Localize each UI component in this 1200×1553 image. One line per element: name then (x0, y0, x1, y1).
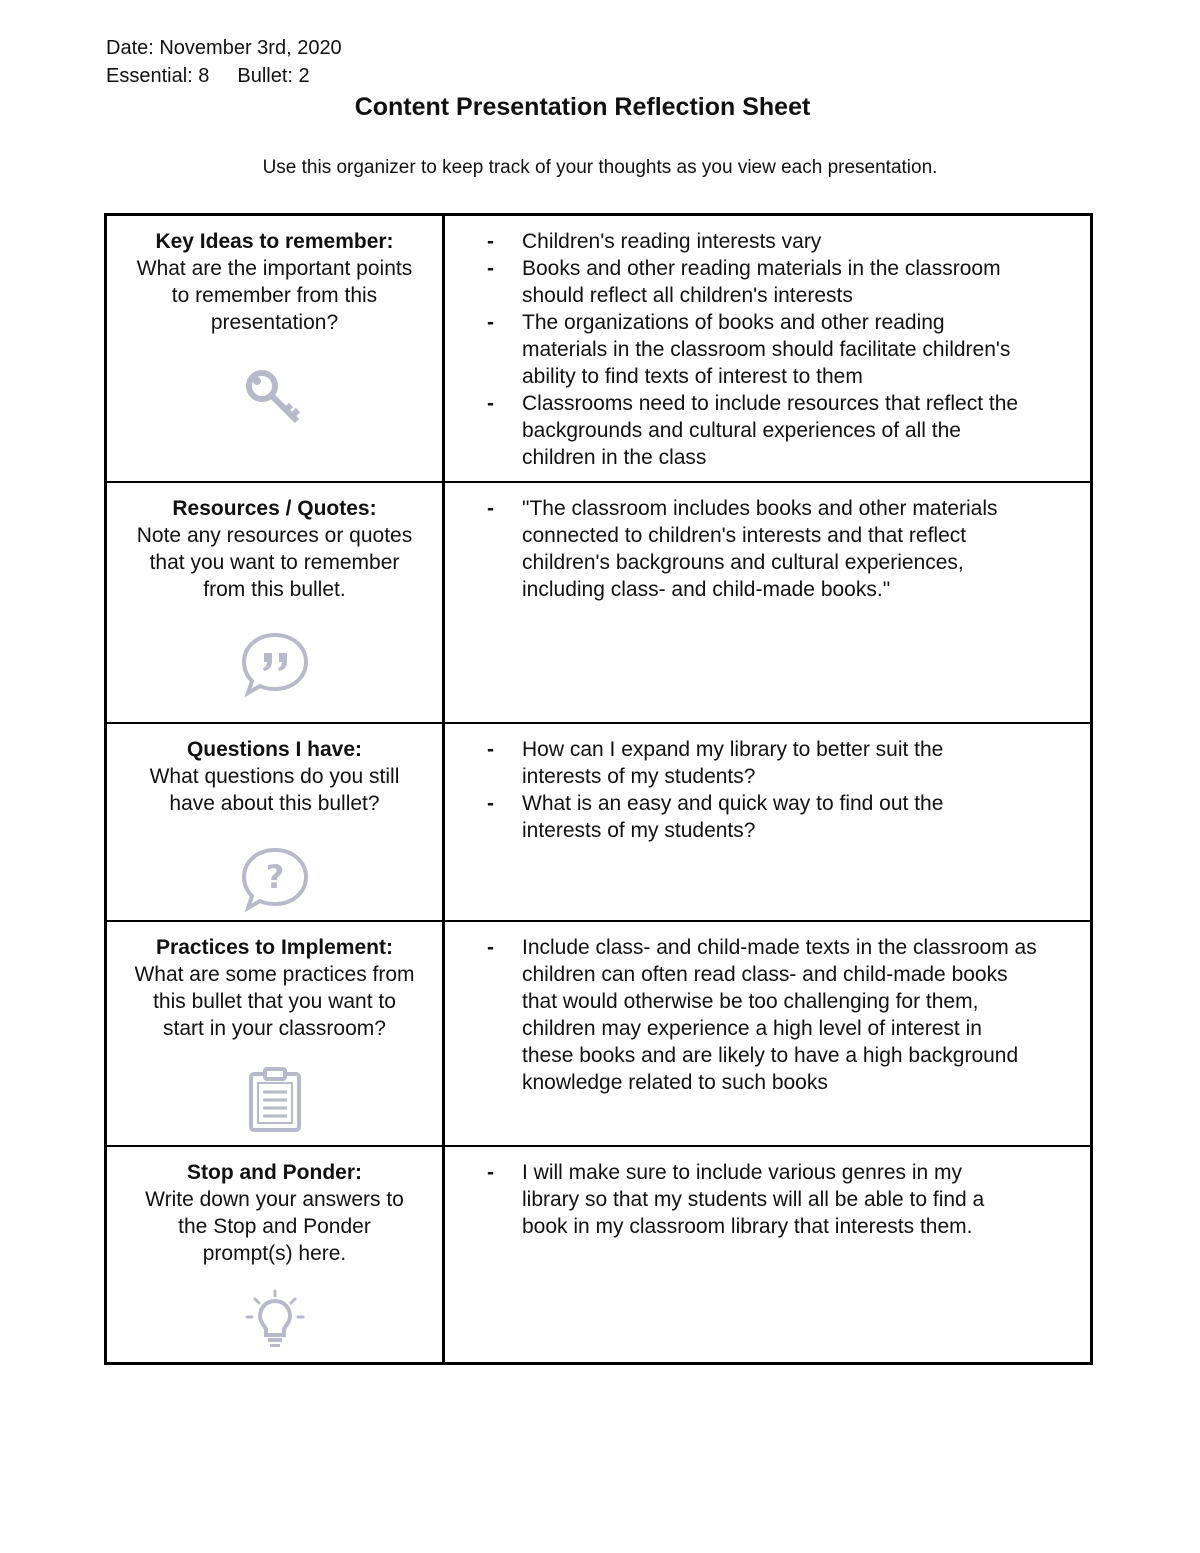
essential-bullet-line (106, 64, 310, 88)
clipboard-icon (245, 1066, 305, 1137)
key-ideas-heading: Key Ideas to remember: (155, 230, 394, 253)
resources-label-cell (107, 483, 445, 722)
list-item: - The organizations of books and other reading materials in the classroom should facilitate children's ability to find texts of interest to them (445, 309, 1090, 390)
list-item: - Children's reading interests vary (445, 228, 1090, 255)
ponder-prompt: Write down your answers to the Stop and Ponder prompt(s) here. (145, 1188, 404, 1265)
ponder-list (445, 1159, 1090, 1240)
list-item: - "The classroom includes books and other materials connected to children's interests and that reflect children's backgrouns and cultural experiences, including class- and child-made books." (445, 495, 1090, 603)
resources-heading: Resources / Quotes: (172, 497, 377, 520)
practices-heading: Practices to Implement: (156, 936, 393, 959)
table-row-resources (107, 481, 1090, 722)
page-title: Content Presentation Reflection Sheet (354, 93, 811, 121)
practices-label-cell (107, 922, 445, 1145)
reflection-table (104, 213, 1093, 1365)
practices-list (445, 934, 1090, 1096)
essential-label: Essential: 8 (106, 65, 210, 87)
practices-prompt: What are some practices from this bullet that you want to start in your classroom? (134, 963, 415, 1040)
table-row-practices (107, 920, 1090, 1145)
questions-content-cell (445, 724, 1090, 920)
quote-bubble-icon (240, 631, 310, 702)
key-icon (242, 366, 308, 437)
ponder-content-cell (445, 1147, 1090, 1362)
page-subtitle: Use this organizer to keep track of your thoughts as you view each presentation. (262, 157, 938, 178)
question-bubble-icon (240, 846, 310, 917)
ponder-heading: Stop and Ponder: (187, 1161, 362, 1184)
resources-list (445, 495, 1090, 603)
table-row-questions (107, 722, 1090, 920)
svg-text:?: ? (265, 858, 284, 896)
practices-content-cell (445, 922, 1090, 1145)
key-ideas-list (445, 228, 1090, 471)
questions-label-cell (107, 724, 445, 920)
list-item: - What is an easy and quick way to find out the interests of my students? (445, 790, 1090, 844)
list-item: - How can I expand my library to better suit the interests of my students? (445, 736, 1090, 790)
bullet-label: Bullet: 2 (237, 65, 310, 87)
questions-heading: Questions I have: (186, 738, 363, 761)
key-ideas-content-cell (445, 216, 1090, 481)
list-item: - Classrooms need to include resources that reflect the backgrounds and cultural experiences of all the children in the class (445, 390, 1090, 471)
list-item: - Books and other reading materials in the classroom should reflect all children's interests (445, 255, 1090, 309)
lightbulb-icon (242, 1289, 308, 1354)
table-row-stop-and-ponder (107, 1145, 1090, 1362)
list-item: - Include class- and child-made texts in the classroom as children can often read class- and child-made books that would otherwise be too challenging for them, children may experience a high level of interest in these books and are likely to have a high background knowledge related to such books (445, 934, 1090, 1096)
date-line: Date: November 3rd, 2020 (106, 37, 342, 59)
key-ideas-prompt: What are the important points to remember from this presentation? (136, 257, 413, 334)
questions-list (445, 736, 1090, 844)
questions-prompt: What questions do you still have about this bullet? (149, 765, 400, 815)
ponder-label-cell (107, 1147, 445, 1362)
resources-content-cell (445, 483, 1090, 722)
table-row-key-ideas (107, 216, 1090, 481)
key-ideas-label-cell (107, 216, 445, 481)
list-item: - I will make sure to include various genres in my library so that my students will all be able to find a book in my classroom library that interests them. (445, 1159, 1090, 1240)
resources-prompt: Note any resources or quotes that you want to remember from this bullet. (136, 524, 413, 601)
